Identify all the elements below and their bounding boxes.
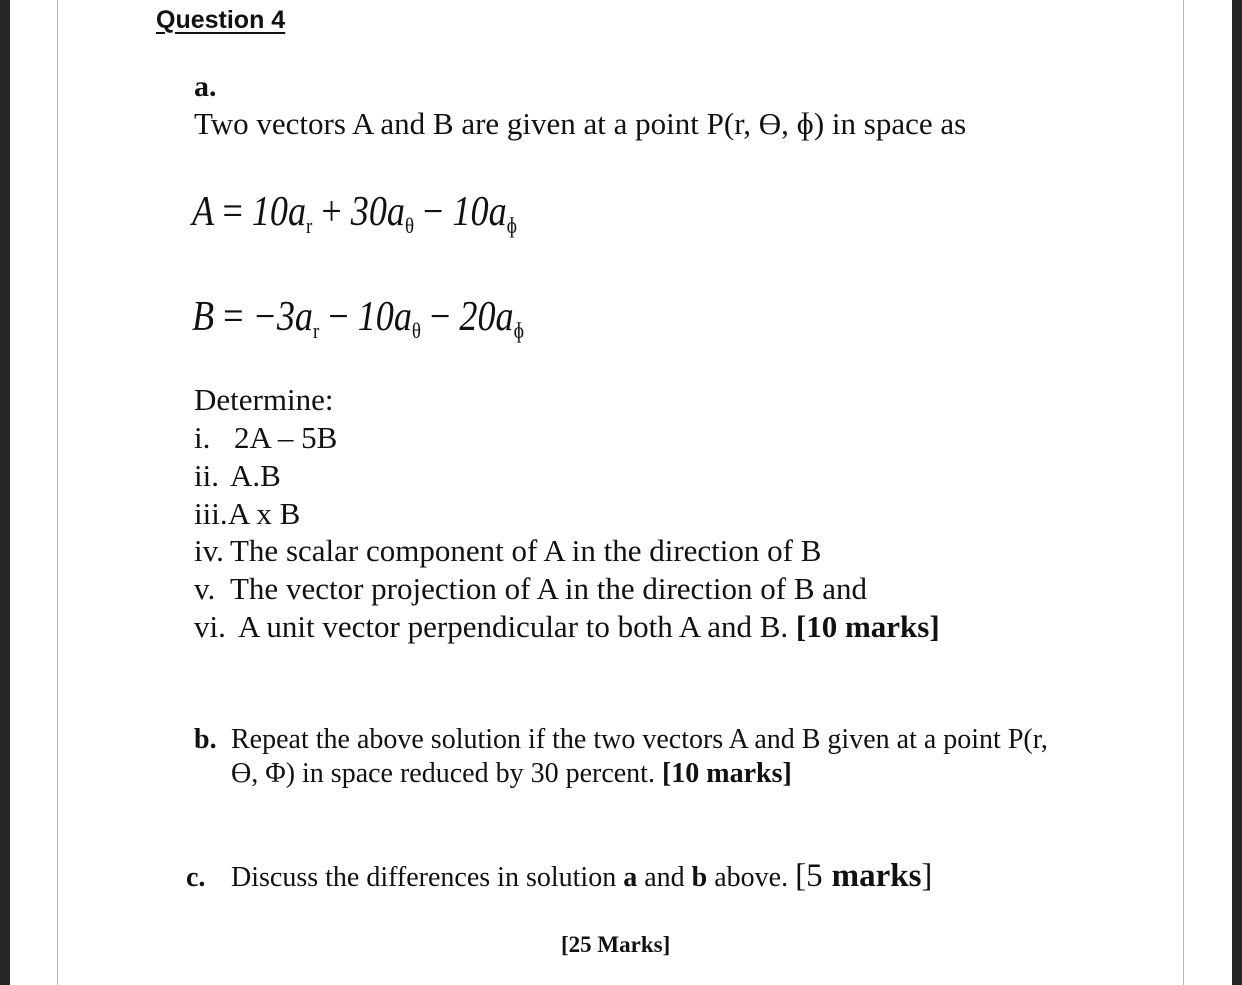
part-b-label: b. [194,724,217,755]
equation-a-sub1: r [306,213,313,238]
list-item-number: i. [194,420,211,455]
equation-b-term3: 20a [459,294,514,340]
list-item-number: ii. [194,458,219,493]
list-item [194,571,867,607]
equation-b-equals: = [223,294,244,340]
equation-b-op2: − [430,294,451,340]
part-a-marks: [10 marks] [795,609,940,644]
list-item-number: vi. [194,609,226,644]
part-c-marks-word: marks [831,858,922,894]
equation-a-sub2: θ [404,213,415,238]
total-marks: [25 Marks] [561,932,671,957]
list-item [194,609,940,645]
question-title: Question 4 [156,6,286,34]
list-item-text: The scalar component of A in the direction of B [230,533,822,568]
part-b-line2 [231,758,792,790]
left-window-border [0,0,10,985]
part-c-text3: above. [714,862,789,893]
equation-b [192,293,524,344]
determine-label: Determine: [194,382,334,417]
equation-a-op1: + [321,189,342,235]
equation-a-sub3: ɸ [506,213,518,238]
part-b-line1 [194,724,1048,756]
list-item-number: iv. [194,533,224,568]
equation-b-sub3: ɸ [513,318,525,343]
equation-b-term2: 10a [357,294,412,340]
equation-b-op1: − [328,294,349,340]
equation-b-sub2: θ [411,318,421,343]
part-c-text1: Discuss the differences in solution [231,862,617,893]
equation-a [192,188,517,239]
part-c-marks-close: ] [921,858,933,894]
right-page-margin-line [1183,0,1184,985]
part-b-text2: ϴ, Φ) in space reduced by 30 percent. [231,758,655,789]
equation-b-sub1: r [312,318,320,343]
equation-a-term2: 30a [350,189,405,235]
part-b-text1: Repeat the above solution if the two vectors A and B given at a point P(r, [231,724,1048,755]
part-c-marks-open: [5 [795,858,823,894]
list-item [194,420,337,456]
part-a-label: a. [194,70,217,103]
list-item-text: A unit vector perpendicular to both A and B. [238,609,789,644]
list-item-text: The vector projection of A in the direction of B and [230,571,868,606]
equation-b-term1: −3a [252,294,313,340]
equation-b-lhs: B [192,294,215,340]
equation-a-term1: 10a [251,189,307,235]
list-item-number: v. [194,571,216,606]
part-c-bold-a: a [623,862,638,893]
left-page-margin-line [57,0,58,985]
part-b-marks: [10 marks] [661,758,792,789]
document-page [10,0,1232,985]
part-c-label: c. [186,862,206,893]
part-c [186,858,932,895]
equation-a-equals: = [222,189,243,235]
list-item-text: A x B [228,496,301,531]
part-c-bold-b: b [691,862,708,893]
list-item-text: A.B [230,458,281,493]
list-item-text: 2A – 5B [234,420,338,455]
list-item [194,496,300,532]
part-c-text2: and [644,862,685,893]
equation-a-term3: 10a [452,189,507,235]
list-item-number: iii. [194,496,228,531]
equation-a-op2: − [423,189,444,235]
list-item [194,458,281,494]
part-a-intro: Two vectors A and B are given at a point P(r, ϴ, ɸ) in space as [194,106,967,141]
right-window-border [1232,0,1242,985]
equation-a-lhs: A [192,189,214,235]
list-item [194,533,821,569]
